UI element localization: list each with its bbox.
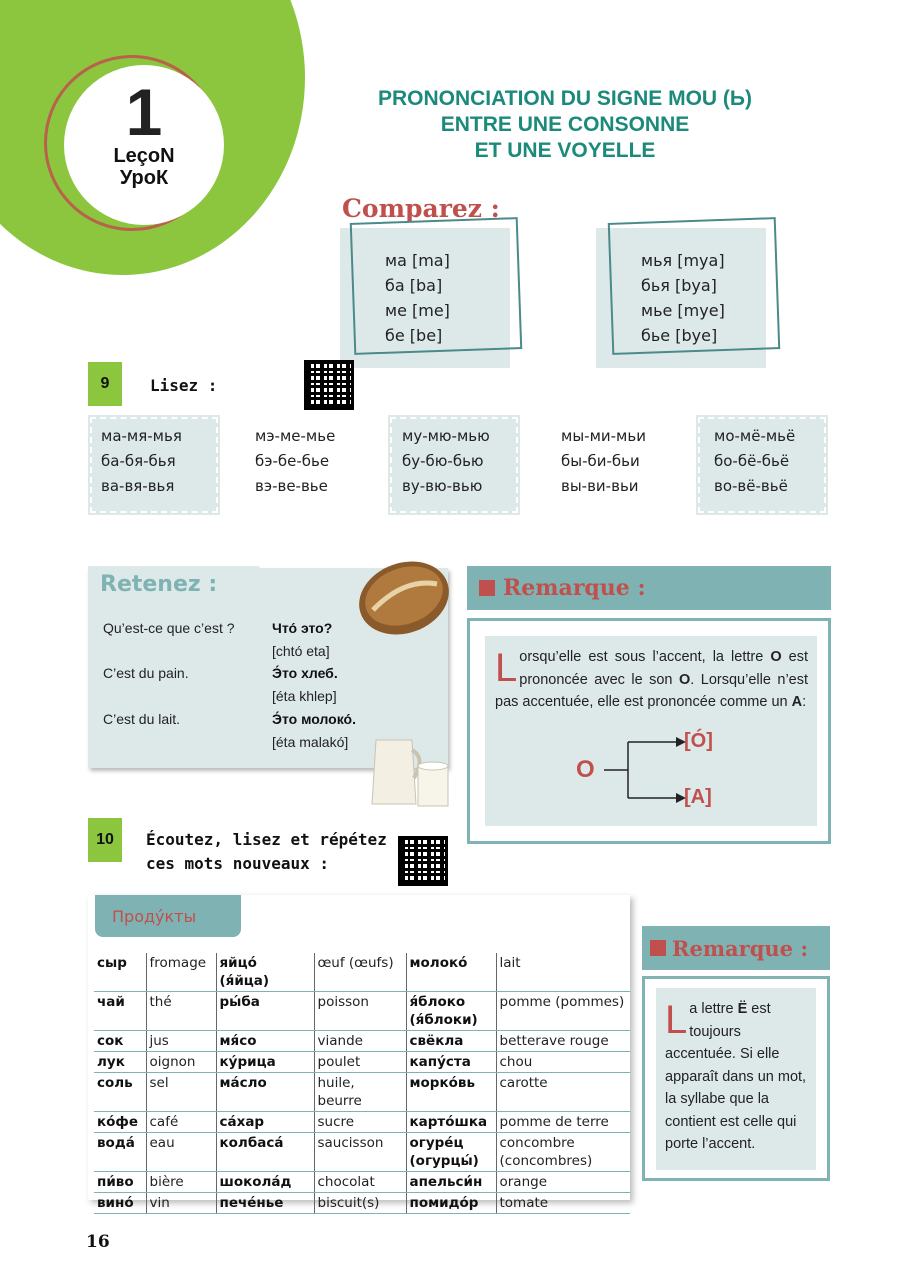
compare-item: бье [bye] (641, 326, 718, 345)
vocab-ru: лук (94, 1052, 146, 1073)
vocab-fr: oignon (146, 1052, 216, 1073)
remarque-text-part: . Lorsqu’elle n’est pas accentuée, elle est prononcée comme un (495, 671, 809, 710)
compare-heading: Comparez : (342, 194, 500, 223)
vocab-ru: ко́фе (94, 1112, 146, 1133)
vocab-fr: chocolat (314, 1172, 406, 1193)
square-icon (650, 940, 666, 956)
vocab-fr: bière (146, 1172, 216, 1193)
syllable-row: ва-вя-вья (101, 477, 175, 495)
vocab-fr: chou (496, 1052, 630, 1073)
vocab-table (94, 953, 630, 1214)
diagram-top: [Ó] (684, 730, 713, 752)
syllable-row: вы-ви-вьи (561, 477, 639, 495)
syllable-row: мэ-ме-мье (255, 427, 336, 445)
exercise-10-title: ces mots nouveaux : (146, 854, 330, 873)
remarque-text (495, 646, 808, 714)
syllable-column (714, 424, 795, 499)
remarque-text (665, 998, 811, 1156)
vocab-ru: свёкла (406, 1031, 496, 1052)
retenez-fr: C’est du pain. (103, 665, 189, 681)
remarque-bold: O (770, 649, 782, 665)
vocab-ru: мя́со (216, 1031, 314, 1052)
table-row (94, 1133, 630, 1172)
table-row (94, 992, 630, 1031)
vocab-fr: pomme (pommes) (496, 992, 630, 1031)
vocab-fr: sucre (314, 1112, 406, 1133)
remarque-text-part: : (802, 694, 807, 710)
syllable-row: бу-бю-бью (402, 452, 484, 470)
vocab-fr: biscuit(s) (314, 1193, 406, 1214)
vocab-fr: viande (314, 1031, 406, 1052)
vocab-ru: морко́вь (406, 1073, 496, 1112)
vocab-ru: ры́ба (216, 992, 314, 1031)
vocab-ru: помидо́р (406, 1193, 496, 1214)
vocab-ru: ма́сло (216, 1073, 314, 1112)
compare-item: ме [me] (385, 301, 450, 320)
vocab-fr: vin (146, 1193, 216, 1214)
page-title (330, 86, 800, 164)
retenez-transcription: [éta malakó] (272, 734, 349, 750)
title-line: ENTRE UNE CONSONNE (440, 113, 690, 136)
dropcap: L (495, 646, 518, 690)
compare-item: ма [ma] (385, 251, 450, 270)
vocab-ru: пи́во (94, 1172, 146, 1193)
syllable-row: ба-бя-бья (101, 452, 176, 470)
qr-code-icon[interactable] (398, 836, 448, 886)
syllable-column (101, 424, 182, 499)
vocab-fr: jus (146, 1031, 216, 1052)
vocab-fr: œuf (œufs) (314, 953, 406, 992)
syllable-row: ма-мя-мья (101, 427, 182, 445)
compare-item: мья [mya] (641, 251, 725, 270)
vocab-ru: шокола́д (216, 1172, 314, 1193)
vocab-ru: соль (94, 1073, 146, 1112)
title-line: ET UNE VOYELLE (474, 139, 656, 162)
vocab-ru: колбаса́ (216, 1133, 314, 1172)
syllable-row: во-вё-вьё (714, 477, 788, 495)
vocab-ru: апельси́н (406, 1172, 496, 1193)
remarque-bold: Ë (737, 1001, 748, 1017)
vocab-fr: pomme de terre (496, 1112, 630, 1133)
diagram-bottom: [A] (684, 786, 712, 808)
syllable-column (561, 424, 646, 499)
vocab-fr: sel (146, 1073, 216, 1112)
vocab-fr: saucisson (314, 1133, 406, 1172)
syllable-row: бы-би-бьи (561, 452, 640, 470)
vocab-ru: вода́ (94, 1133, 146, 1172)
compare-item: бе [be] (385, 326, 443, 345)
table-row (94, 1052, 630, 1073)
exercise-9-title: Lisez : (150, 376, 218, 395)
vocab-ru: яйцо́ (я́йца) (216, 953, 314, 992)
remarque-bar (642, 926, 830, 970)
remarque-text-part: orsqu’elle est sous l’accent, la lettre (519, 649, 771, 665)
compare-item: ба [ba] (385, 276, 443, 295)
lesson-badge (64, 65, 224, 225)
retenez-transcription: [éta khlep] (272, 688, 337, 704)
retenez-ru: Э́то хлеб. (272, 665, 338, 681)
vocab-fr: tomate (496, 1193, 630, 1214)
lesson-word-ru: УроК (119, 167, 169, 189)
vocab-ru: вино́ (94, 1193, 146, 1214)
square-icon (479, 580, 495, 596)
remarque-heading-text: Remarque : (672, 935, 809, 961)
bread-image (355, 558, 453, 638)
vocab-fr: eau (146, 1133, 216, 1172)
vocab-fr: fromage (146, 953, 216, 992)
remarque-bold: O (678, 671, 691, 688)
exercise-10-title: Écoutez, lisez et répétez (146, 830, 387, 849)
milk-image (360, 728, 462, 810)
vocab-fr: lait (496, 953, 630, 992)
retenez-fr: C’est du lait. (103, 711, 181, 727)
exercise-9-number: 9 (88, 362, 122, 406)
vocab-fr: betterave rouge (496, 1031, 630, 1052)
syllable-row: вэ-ве-вье (255, 477, 328, 495)
remarque-bar (467, 566, 831, 610)
qr-code-icon[interactable] (304, 360, 354, 410)
compare-item: мье [mye] (641, 301, 725, 320)
dropcap: L (665, 998, 688, 1042)
vocab-ru: огуре́ц (огурцы́) (406, 1133, 496, 1172)
vocab-fr: poisson (314, 992, 406, 1031)
syllable-column (255, 424, 335, 499)
retenez-ru: Что́ это? (272, 620, 333, 636)
vocab-ru: сок (94, 1031, 146, 1052)
vocab-ru: са́хар (216, 1112, 314, 1133)
title-line: PRONONCIATION DU SIGNE MOU (Ь) (377, 87, 753, 110)
vocab-ru: я́блоко (я́блоки) (406, 992, 496, 1031)
retenez-ru: Э́то молоко́. (272, 711, 356, 727)
remarque-text-part: a lettre (689, 1001, 738, 1017)
syllable-row: мы-ми-мьи (561, 427, 646, 445)
vocab-ru: карто́шка (406, 1112, 496, 1133)
vocab-ru: молоко́ (406, 953, 496, 992)
table-row (94, 1193, 630, 1214)
remarque-heading-text: Remarque : (503, 575, 646, 601)
remarque-text-part: est toujours accentuée. Si elle apparaît dans un mot, la syllabe que la contient est celle qui porte l’accent. (665, 1001, 807, 1152)
exercise-10-number: 10 (88, 818, 122, 862)
syllable-row: бэ-бе-бье (255, 452, 330, 470)
vocab-fr: poulet (314, 1052, 406, 1073)
remarque-bold: A (791, 694, 803, 710)
compare-item: бья [bya] (641, 276, 717, 295)
table-row (94, 1172, 630, 1193)
vocab-ru: ку́рица (216, 1052, 314, 1073)
retenez-fr: Qu’est-ce que c’est ? (103, 620, 235, 636)
remarque-heading (467, 566, 831, 610)
retenez-heading: Retenez : (100, 572, 218, 597)
table-row (94, 953, 630, 992)
diagram-source: O (576, 756, 595, 783)
page-number: 16 (86, 1232, 110, 1252)
syllable-row: мо-мё-мьё (714, 427, 796, 445)
vocab-ru: чай (94, 992, 146, 1031)
lesson-word-fr: LeçoN (113, 145, 175, 167)
table-row (94, 1031, 630, 1052)
vocab-fr: huile, beurre (314, 1073, 406, 1112)
pronunciation-diagram-arrows (600, 728, 690, 808)
vocab-fr: orange (496, 1172, 630, 1193)
syllable-row: ву-вю-вью (402, 477, 483, 495)
remarque-text-part: est prononcée avec le son (519, 649, 809, 688)
syllable-column (402, 424, 490, 499)
vocab-fr: café (146, 1112, 216, 1133)
vocab-fr: carotte (496, 1073, 630, 1112)
syllable-row: бо-бё-бьё (714, 452, 790, 470)
vocab-ru: капу́ста (406, 1052, 496, 1073)
syllable-row: му-мю-мью (402, 427, 490, 445)
vocab-fr: concombre (concombres) (496, 1133, 630, 1172)
vocab-ru: сыр (94, 953, 146, 992)
lesson-number: 1 (125, 75, 163, 149)
retenez-transcription: [chtó eta] (272, 643, 330, 659)
vocab-tab-label: Проду́кты (112, 907, 197, 926)
remarque-heading (642, 926, 830, 970)
table-row (94, 1112, 630, 1133)
vocab-fr: thé (146, 992, 216, 1031)
table-row (94, 1073, 630, 1112)
vocab-ru: пече́нье (216, 1193, 314, 1214)
compare-list-right (641, 248, 725, 348)
compare-list-left (385, 248, 450, 348)
